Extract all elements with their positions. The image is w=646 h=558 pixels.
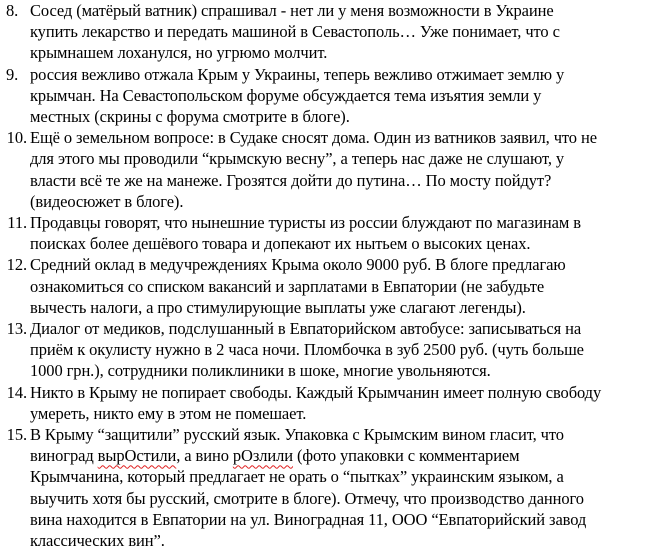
item-text [30,254,640,318]
text-line: купить лекарство и передать машиной в Севастополь… Уже понимает, что с [30,22,560,42]
list-item-13 [0,318,646,382]
text-line: власти всё те же на манеже. Грозятся дойти до путина… По мосту пойдут? [30,170,552,190]
text-line: В Крыму “защитили” русский язык. Упаковка с Крымским вином гласит, что [30,425,564,445]
item-text [30,64,640,128]
text-line: поисках более дешёвого товара и допекают их нытьем о высоких ценах. [30,234,531,254]
text-line: Средний оклад в медучреждениях Крыма около 9000 руб. В блоге предлагаю [30,255,566,275]
text-line: вина находится в Евпатории на ул. Виноградная 11, ООО “Евпаторийский завод [30,509,587,529]
text-line: Сосед (матёрый ватник) спрашивал - нет ли у меня возможности в Украине [30,1,554,20]
text-line: Крымчанина, который предлагает не орать о “пытках” украинским языком, а [30,467,564,487]
list-item-15 [0,424,646,551]
text-fragment: виноград [30,446,98,466]
list-item-12 [0,254,646,318]
text-line: ознакомиться со списком вакансий и зарплатами в Евпатории (не забудьте [30,276,545,296]
item-text [30,424,640,551]
text-line: выучить хотя бы русский, смотрите в блоге). Отмечу, что производство данного [30,488,584,508]
text-line: классических вин”. [30,531,165,551]
text-line: 1000 грн.), сотрудники поликлиники в шоке, многие увольняются. [30,361,491,381]
item-text [30,382,640,424]
text-line: (видеосюжет в блоге). [30,191,184,211]
item-text [30,318,640,382]
text-line: вычесть налоги, а про стимулирующие выплаты уже слагают легенды). [30,297,526,317]
list-item-8 [0,0,646,64]
list-item-11 [0,212,646,254]
item-number: 8. [6,1,19,20]
text-line: крымчан. На Севастопольском форуме обсуждается тема изъятия земли у [30,85,542,105]
item-number: 15. [6,425,27,445]
item-number: 12. [6,255,27,275]
spellcheck-flagged-word: вырОстили [97,446,177,466]
spellcheck-flagged-word: рОзлили [232,446,293,466]
text-line: приём к окулисту нужно в 2 часа ночи. Пломбочка в зуб 2500 руб. (чуть больше [30,340,584,360]
text-line: Диалог от медиков, подслушанный в Евпаторийском автобусе: записываться на [30,319,582,339]
list-item-14 [0,382,646,424]
item-number: 10. [6,128,27,148]
list-item-10 [0,127,646,212]
item-number: 13. [6,319,27,339]
item-text [30,0,640,64]
text-line: россия вежливо отжала Крым у Украины, теперь вежливо отжимает землю у [30,64,565,84]
text-line: крымнашем лоханулся, но угрюмо молчит. [30,43,328,63]
text-fragment: , а вино [176,446,233,466]
text-line: Ещё о земельном вопросе: в Судаке сносят дома. Один из ватников заявил, что не [30,128,597,148]
text-line [30,445,640,466]
item-text [30,212,640,254]
text-fragment: (фото упаковки с комментарием [293,446,520,466]
item-number: 9. [6,64,19,84]
item-number: 11. [7,213,27,233]
text-line: умереть, никто ему в этом не помешает. [30,403,307,423]
item-number: 14. [6,382,27,402]
text-line: Никто в Крыму не попирает свободы. Каждый Крымчанин имеет полную свободу [30,382,602,402]
text-line: Продавцы говорят, что нынешние туристы из россии блуждают по магазинам в [30,213,581,233]
text-line: для этого мы проводили “крымскую весну”, а теперь нас даже не слушают, у [30,149,565,169]
item-text [30,127,640,212]
list-item-9 [0,64,646,128]
text-line: местных (скрины с форума смотрите в блоге). [30,107,350,127]
